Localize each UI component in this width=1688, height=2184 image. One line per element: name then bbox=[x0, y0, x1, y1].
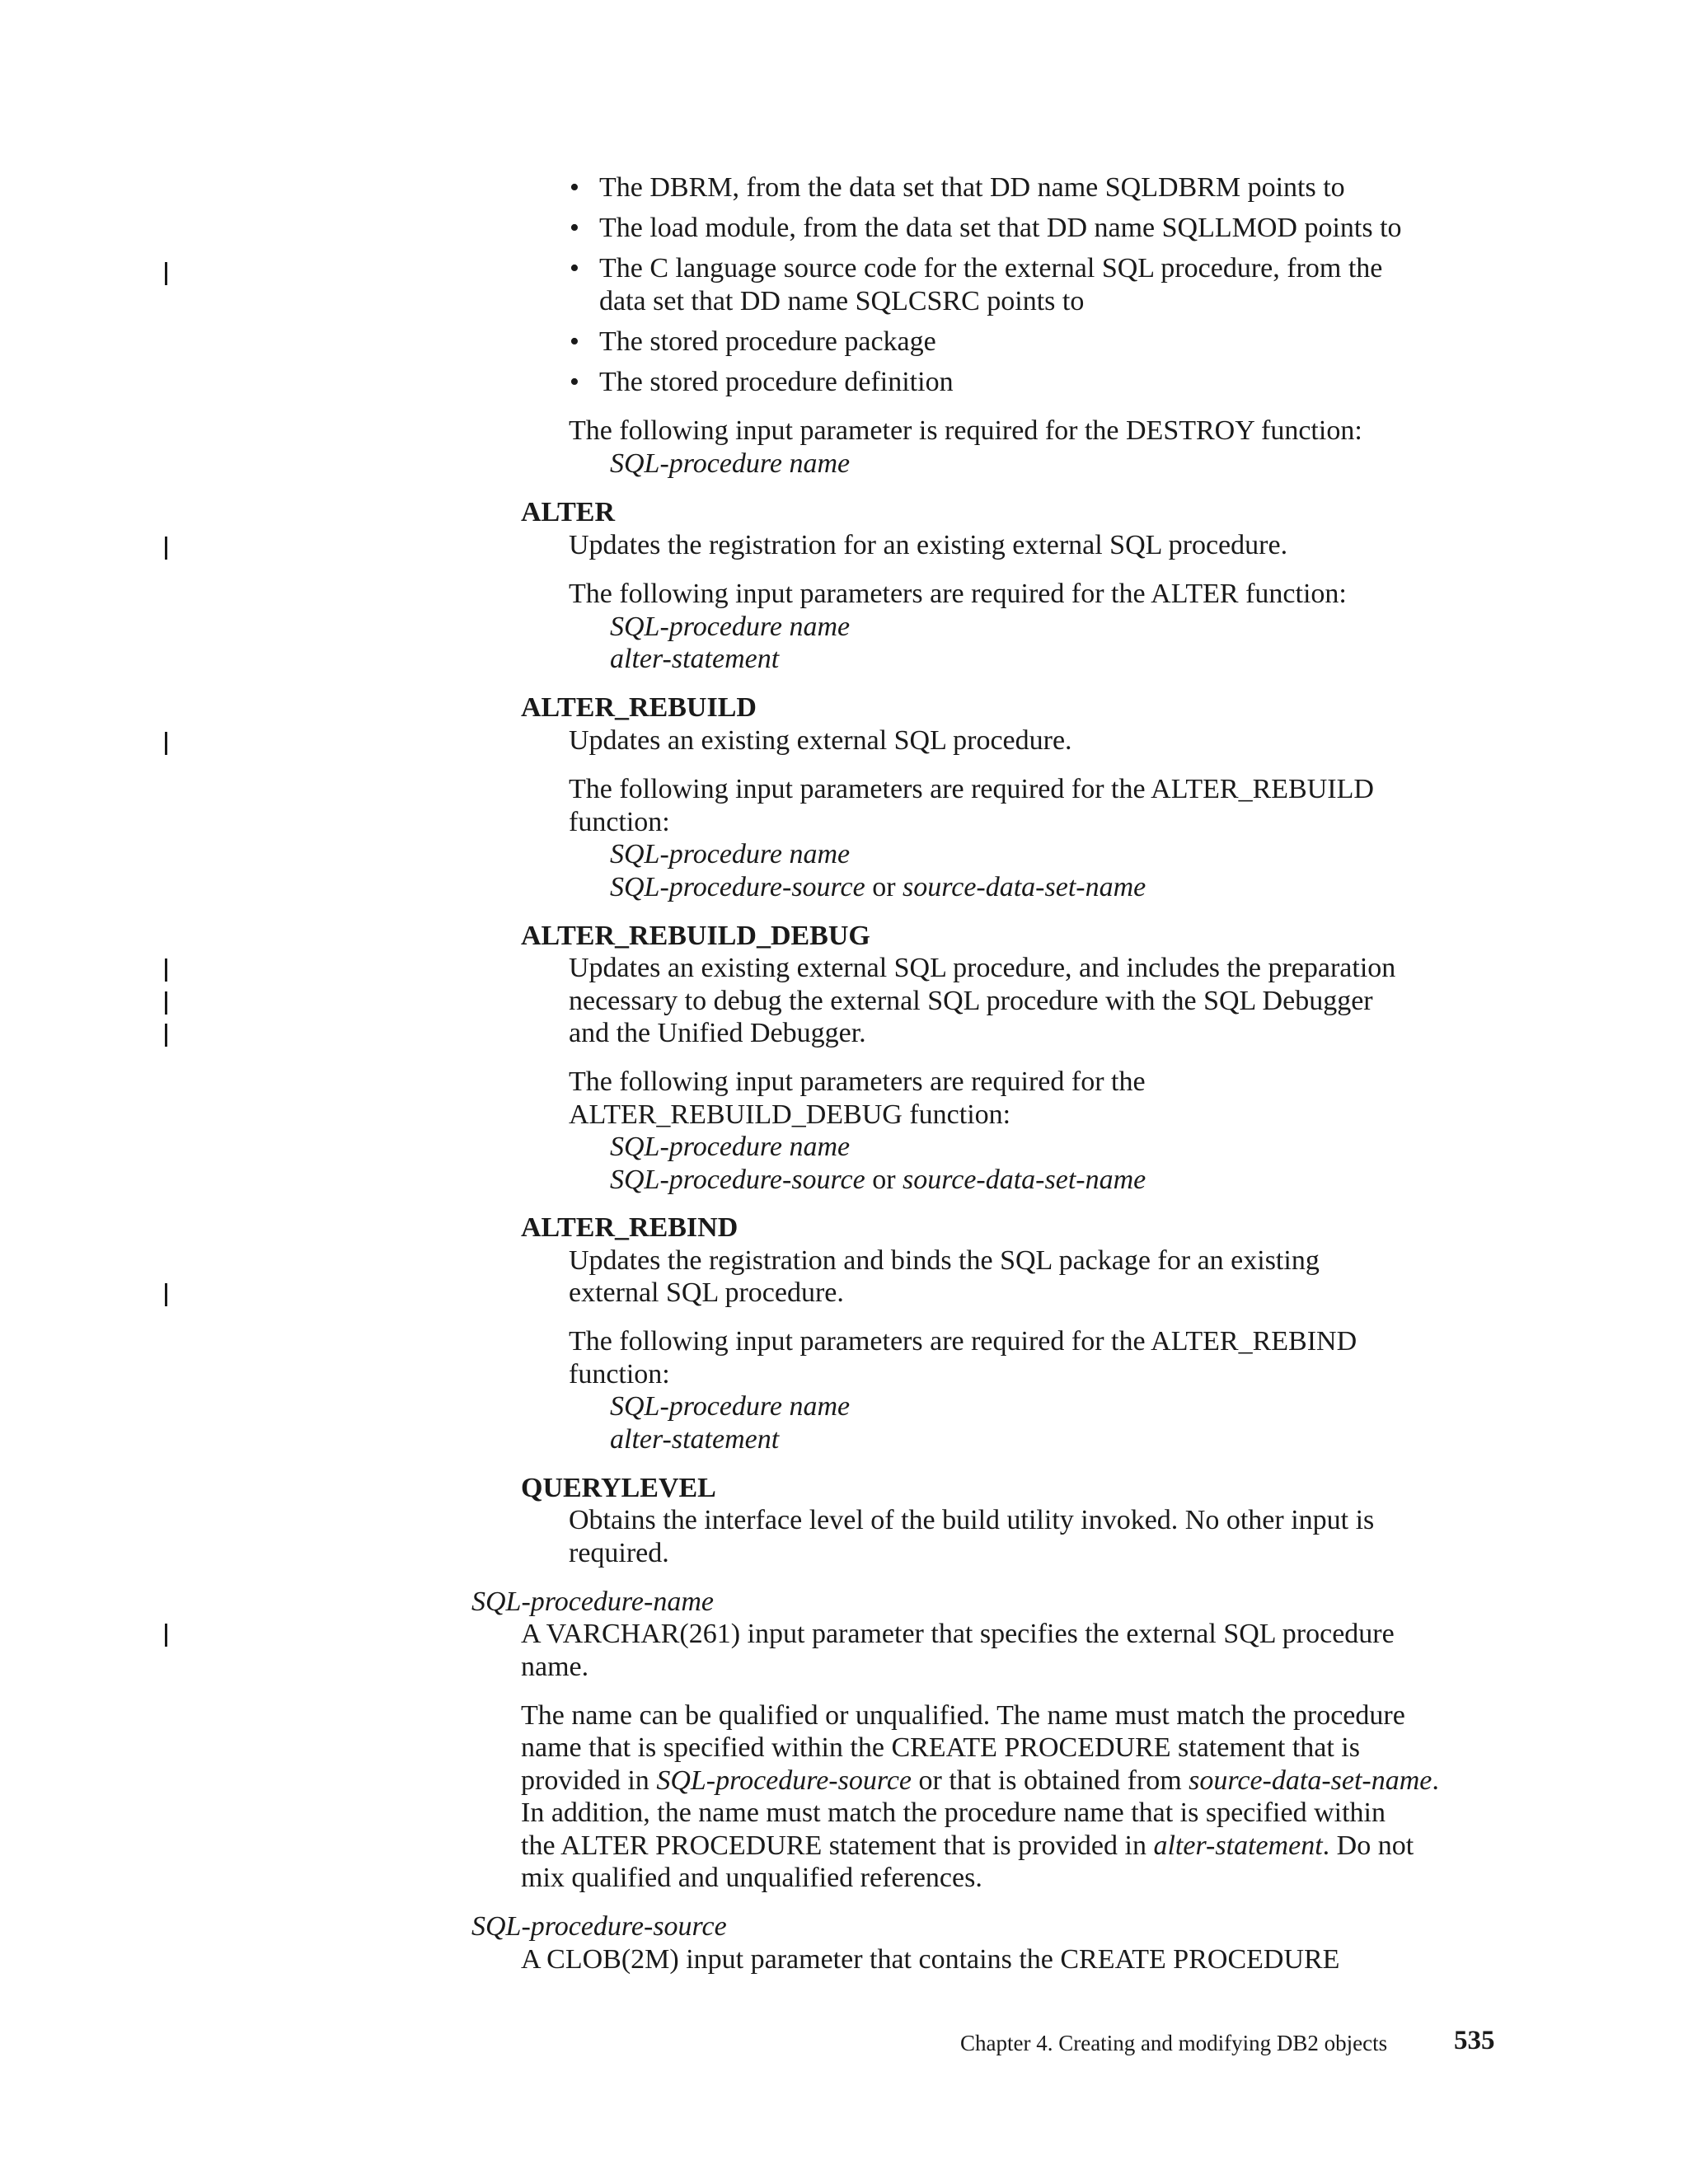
page-number: 535 bbox=[1454, 2026, 1495, 2055]
alter-rebind-desc: Updates the registration and binds the SQL package for an existing bbox=[569, 1245, 1320, 1276]
sql-procedure-name-desc: A VARCHAR(261) input parameter that specifies the external SQL procedure bbox=[521, 1619, 1395, 1649]
revision-bar bbox=[165, 537, 167, 560]
revision-bar bbox=[165, 262, 167, 285]
sql-procedure-name-para: In addition, the name must match the procedure name that is specified within bbox=[521, 1797, 1386, 1828]
alter-desc: Updates the registration for an existing external SQL procedure. bbox=[569, 530, 1288, 560]
list-item: • The stored procedure package bbox=[599, 326, 936, 359]
revision-bar bbox=[165, 991, 167, 1015]
revision-bar bbox=[165, 732, 167, 755]
destroy-param: SQL-procedure name bbox=[610, 448, 851, 479]
alter-param: SQL-procedure name bbox=[610, 612, 851, 642]
alter-intro: The following input parameters are required for the ALTER function: bbox=[569, 579, 1347, 609]
querylevel-desc: Obtains the interface level of the build utility invoked. No other input is bbox=[569, 1505, 1375, 1535]
alter-rebuild-param: SQL-procedure-source or source-data-set-name bbox=[610, 872, 1146, 902]
term-sql-procedure-name: SQL-procedure-name bbox=[471, 1586, 714, 1617]
term-alter-rebuild: ALTER_REBUILD bbox=[521, 692, 757, 723]
querylevel-desc: required. bbox=[569, 1538, 669, 1568]
alter-rebind-desc: external SQL procedure. bbox=[569, 1277, 844, 1308]
alter-rebind-param: SQL-procedure name bbox=[610, 1391, 851, 1422]
alter-rebuild-debug-intro: The following input parameters are required for the bbox=[569, 1066, 1146, 1097]
sql-procedure-source-desc: A CLOB(2M) input parameter that contains the CREATE PROCEDURE bbox=[521, 1944, 1340, 1975]
revision-bar bbox=[165, 1624, 167, 1647]
term-querylevel: QUERYLEVEL bbox=[521, 1473, 716, 1503]
alter-rebind-param: alter-statement bbox=[610, 1424, 780, 1455]
revision-bar bbox=[165, 1024, 167, 1047]
destroy-intro: The following input parameter is required for the DESTROY function: bbox=[569, 415, 1362, 446]
term-alter-rebind: ALTER_REBIND bbox=[521, 1212, 738, 1243]
list-item: • The stored procedure definition bbox=[599, 366, 954, 399]
alter-rebuild-intro: function: bbox=[569, 807, 670, 837]
term-sql-procedure-source: SQL-procedure-source bbox=[471, 1911, 727, 1942]
alter-rebuild-param: SQL-procedure name bbox=[610, 839, 851, 869]
term-alter: ALTER bbox=[521, 497, 616, 527]
alter-param: alter-statement bbox=[610, 644, 780, 674]
revision-bar bbox=[165, 958, 167, 982]
alter-rebind-intro: function: bbox=[569, 1359, 670, 1390]
sql-procedure-name-para: provided in SQL-procedure-source or that is obtained from source-data-set-name. bbox=[521, 1765, 1439, 1796]
sql-procedure-name-desc: name. bbox=[521, 1652, 589, 1682]
footer-chapter: Chapter 4. Creating and modifying DB2 objects bbox=[960, 2031, 1388, 2055]
sql-procedure-name-para: the ALTER PROCEDURE statement that is provided in alter-statement. Do not bbox=[521, 1830, 1414, 1861]
alter-rebuild-debug-desc: Updates an existing external SQL procedure, and includes the preparation bbox=[569, 953, 1396, 983]
term-alter-rebuild-debug: ALTER_REBUILD_DEBUG bbox=[521, 921, 870, 951]
alter-rebuild-desc: Updates an existing external SQL procedure. bbox=[569, 725, 1072, 756]
sql-procedure-name-para: mix qualified and unqualified references. bbox=[521, 1863, 982, 1893]
alter-rebuild-debug-param: SQL-procedure-source or source-data-set-name bbox=[610, 1165, 1146, 1195]
alter-rebind-intro: The following input parameters are required for the ALTER_REBIND bbox=[569, 1326, 1357, 1357]
sql-procedure-name-para: name that is specified within the CREATE PROCEDURE statement that is bbox=[521, 1732, 1360, 1763]
alter-rebuild-debug-intro: ALTER_REBUILD_DEBUG function: bbox=[569, 1099, 1011, 1130]
alter-rebuild-debug-desc: necessary to debug the external SQL procedure with the SQL Debugger bbox=[569, 986, 1373, 1016]
alter-rebuild-debug-desc: and the Unified Debugger. bbox=[569, 1018, 866, 1048]
list-item: • The C language source code for the external SQL procedure, from the bbox=[599, 252, 1382, 285]
list-item-continuation: data set that DD name SQLCSRC points to bbox=[599, 286, 1085, 316]
alter-rebuild-debug-param: SQL-procedure name bbox=[610, 1132, 851, 1162]
sql-procedure-name-para: The name can be qualified or unqualified. The name must match the procedure bbox=[521, 1700, 1405, 1731]
list-item: • The DBRM, from the data set that DD name SQLDBRM points to bbox=[599, 171, 1345, 204]
revision-bar bbox=[165, 1283, 167, 1306]
list-item: • The load module, from the data set that DD name SQLLMOD points to bbox=[599, 212, 1402, 245]
alter-rebuild-intro: The following input parameters are required for the ALTER_REBUILD bbox=[569, 774, 1374, 804]
